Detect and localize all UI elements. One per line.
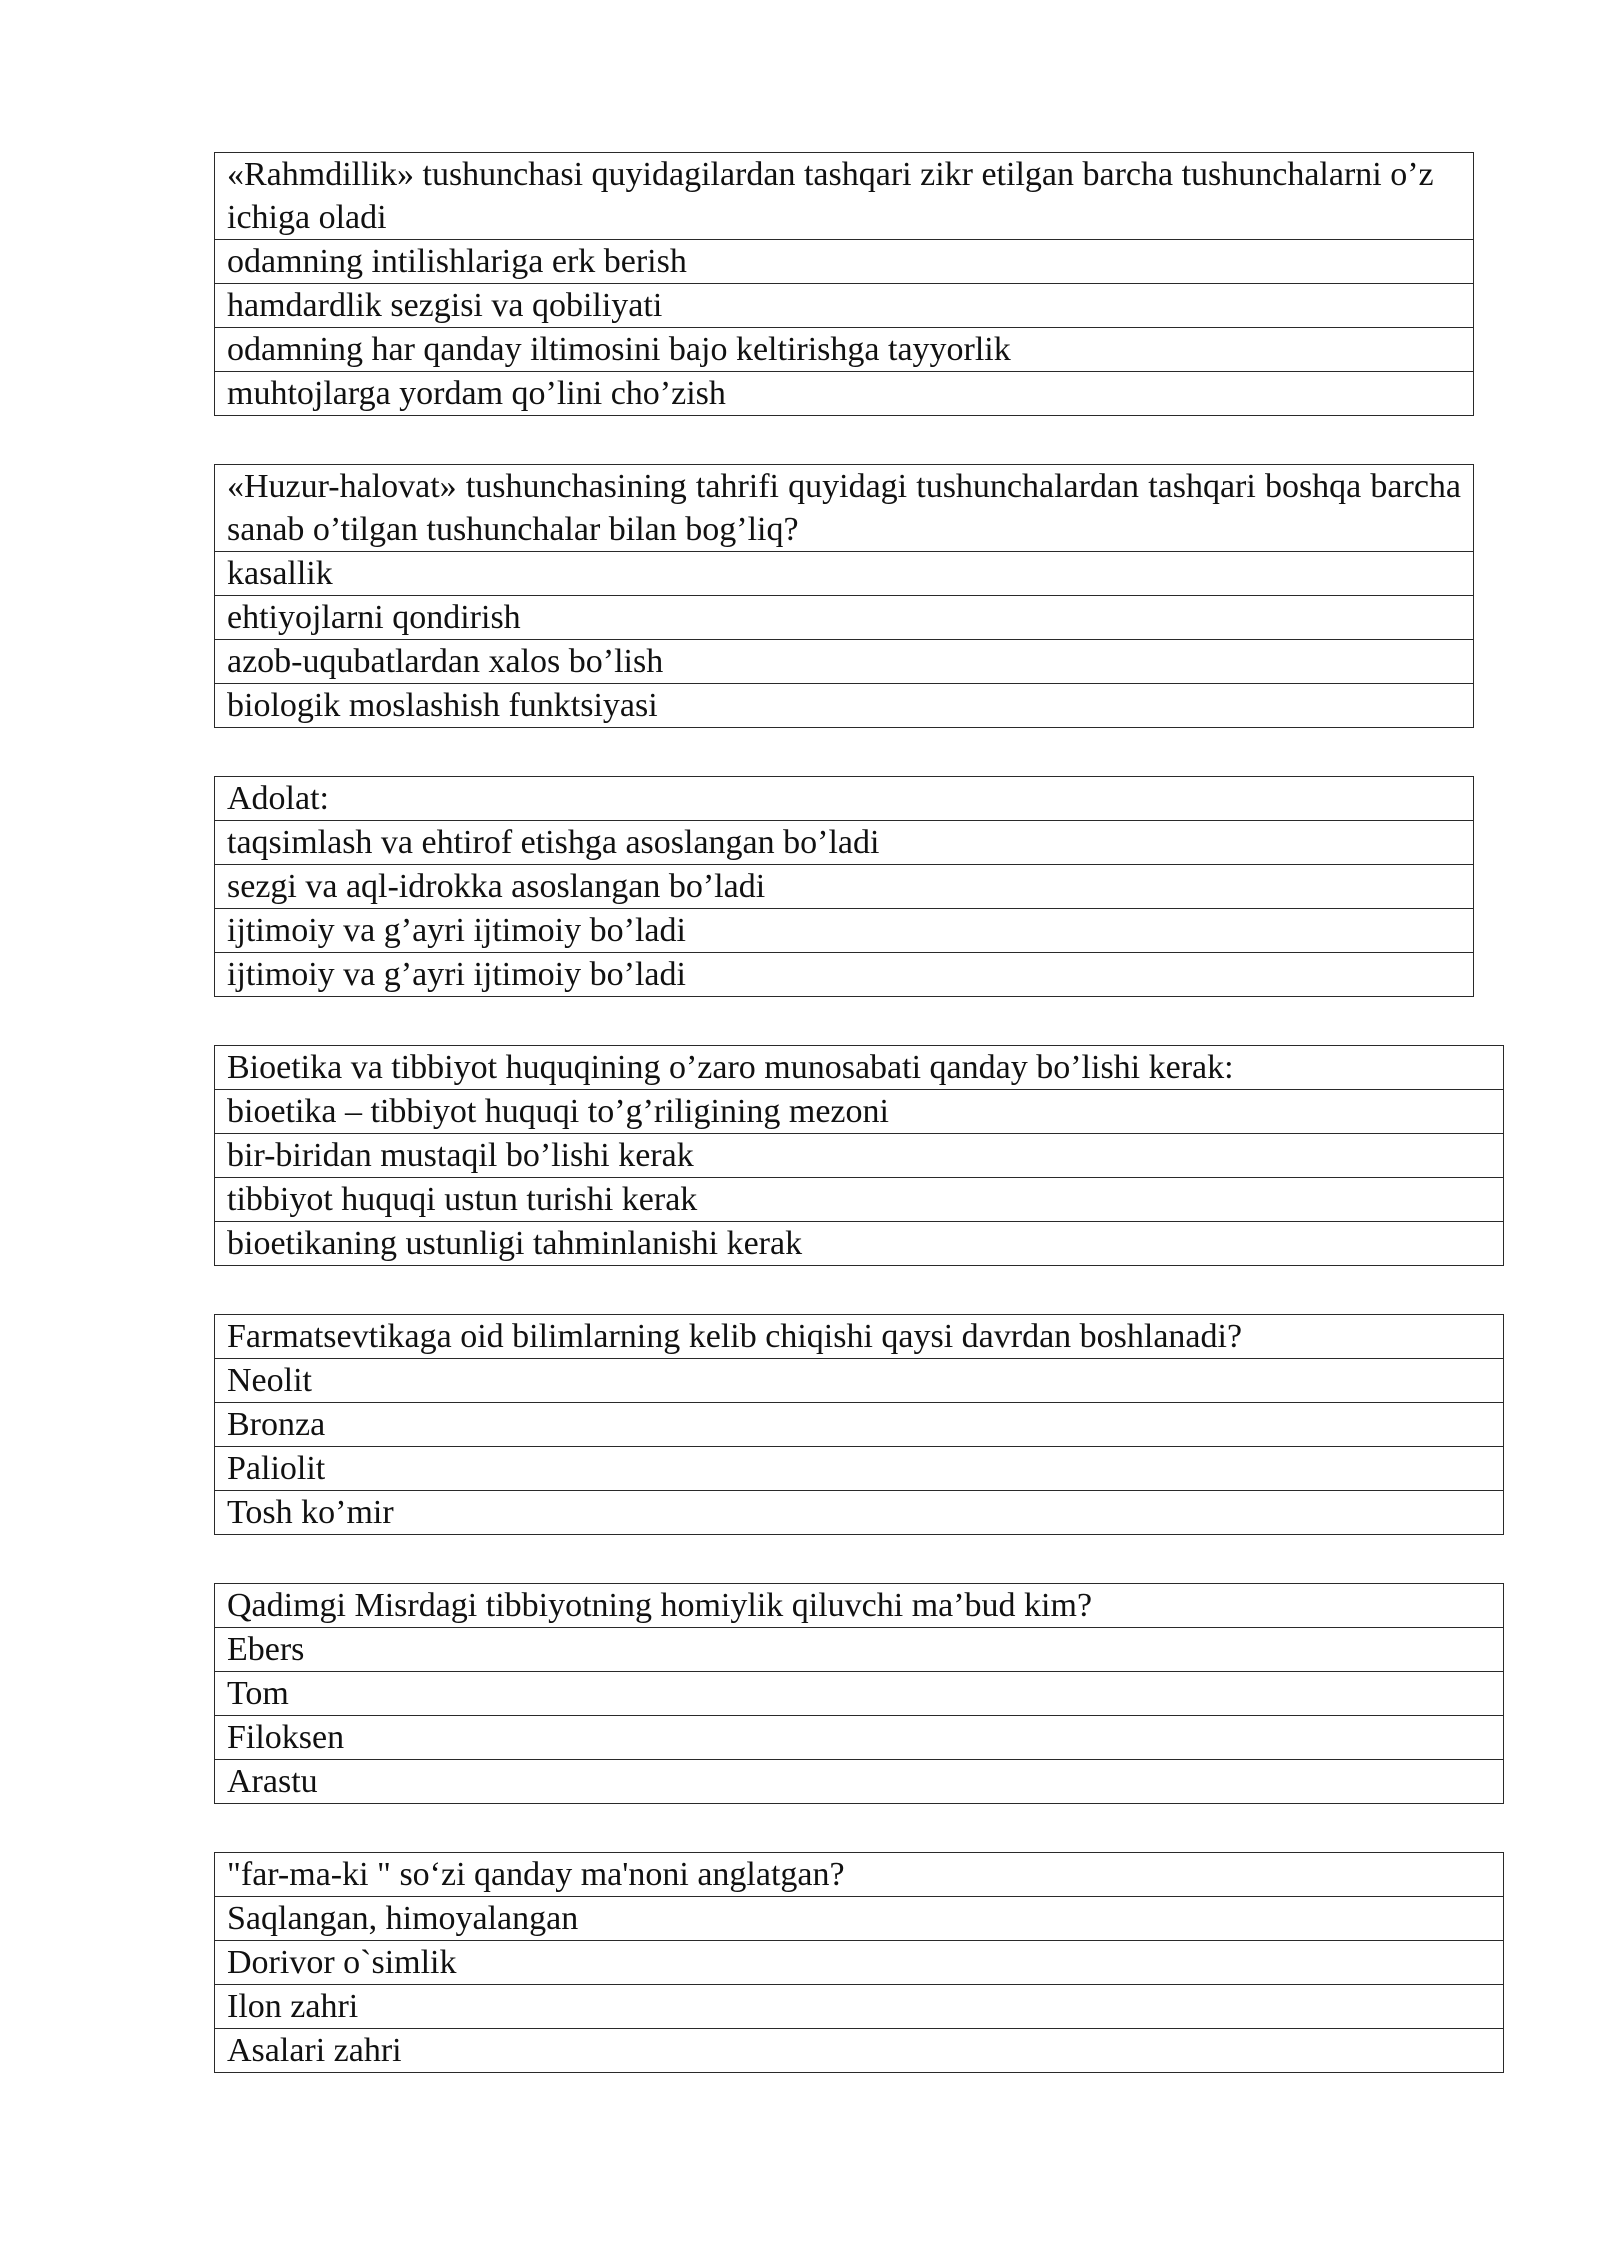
option-text: ehtiyojlarni qondirish bbox=[215, 596, 1474, 640]
question-text: Farmatsevtikaga oid bilimlarning kelib chiqishi qaysi davrdan boshlanadi? bbox=[215, 1315, 1504, 1359]
option-text: biologik moslashish funktsiyasi bbox=[215, 684, 1474, 728]
question-table-7 bbox=[214, 1852, 1504, 2073]
option-row bbox=[215, 1672, 1504, 1716]
option-row bbox=[215, 1491, 1504, 1535]
option-row bbox=[215, 1134, 1504, 1178]
question-table-4 bbox=[214, 1045, 1504, 1266]
option-row bbox=[215, 1716, 1504, 1760]
question-table-5 bbox=[214, 1314, 1504, 1535]
question-text: «Huzur-halovat» tushunchasining tahrifi quyidagi tushunchalardan tashqari boshqa barcha sanab o’tilgan tushunchalar bilan bog’liq? bbox=[215, 465, 1474, 552]
option-text: taqsimlash va ehtirof etishga asoslangan bo’ladi bbox=[215, 821, 1474, 865]
option-text: odamning har qanday iltimosini bajo keltirishga tayyorlik bbox=[215, 328, 1474, 372]
option-text: Saqlangan, himoyalangan bbox=[215, 1897, 1504, 1941]
option-row bbox=[215, 1941, 1504, 1985]
option-text: Dorivor o`simlik bbox=[215, 1941, 1504, 1985]
option-text: bioetika – tibbiyot huquqi to’g’riligining mezoni bbox=[215, 1090, 1504, 1134]
option-text: tibbiyot huquqi ustun turishi kerak bbox=[215, 1178, 1504, 1222]
question-row bbox=[215, 1315, 1504, 1359]
option-row bbox=[215, 1403, 1504, 1447]
option-text: odamning intilishlariga erk berish bbox=[215, 240, 1474, 284]
question-row bbox=[215, 777, 1474, 821]
option-row bbox=[215, 953, 1474, 997]
option-text: hamdardlik sezgisi va qobiliyati bbox=[215, 284, 1474, 328]
option-row bbox=[215, 1178, 1504, 1222]
question-text: Qadimgi Misrdagi tibbiyotning homiylik qiluvchi ma’bud kim? bbox=[215, 1584, 1504, 1628]
option-text: Asalari zahri bbox=[215, 2029, 1504, 2073]
question-table-2 bbox=[214, 464, 1474, 728]
option-text: bioetikaning ustunligi tahminlanishi kerak bbox=[215, 1222, 1504, 1266]
option-row bbox=[215, 1090, 1504, 1134]
option-row bbox=[215, 552, 1474, 596]
option-row bbox=[215, 240, 1474, 284]
option-row bbox=[215, 684, 1474, 728]
option-row bbox=[215, 1897, 1504, 1941]
option-row bbox=[215, 1628, 1504, 1672]
option-row bbox=[215, 865, 1474, 909]
option-text: ijtimoiy va g’ayri ijtimoiy bo’ladi bbox=[215, 953, 1474, 997]
question-text: "far-ma-ki " so‘zi qanday ma'noni anglatgan? bbox=[215, 1853, 1504, 1897]
option-text: bir-biridan mustaqil bo’lishi kerak bbox=[215, 1134, 1504, 1178]
option-row bbox=[215, 1222, 1504, 1266]
option-text: Neolit bbox=[215, 1359, 1504, 1403]
option-text: Filoksen bbox=[215, 1716, 1504, 1760]
question-row bbox=[215, 153, 1474, 240]
option-text: Bronza bbox=[215, 1403, 1504, 1447]
option-text: muhtojlarga yordam qo’lini cho’zish bbox=[215, 372, 1474, 416]
question-row bbox=[215, 465, 1474, 552]
option-row bbox=[215, 1359, 1504, 1403]
option-text: sezgi va aql-idrokka asoslangan bo’ladi bbox=[215, 865, 1474, 909]
option-row bbox=[215, 1760, 1504, 1804]
option-row bbox=[215, 284, 1474, 328]
option-text: Arastu bbox=[215, 1760, 1504, 1804]
option-row bbox=[215, 1985, 1504, 2029]
option-text: azob-uqubatlardan xalos bo’lish bbox=[215, 640, 1474, 684]
option-row bbox=[215, 909, 1474, 953]
option-row bbox=[215, 640, 1474, 684]
option-row bbox=[215, 596, 1474, 640]
option-row bbox=[215, 2029, 1504, 2073]
option-row bbox=[215, 1447, 1504, 1491]
option-row bbox=[215, 328, 1474, 372]
question-table-3 bbox=[214, 776, 1474, 997]
question-text: «Rahmdillik» tushunchasi quyidagilardan tashqari zikr etilgan barcha tushunchalarni o’z ichiga oladi bbox=[215, 153, 1474, 240]
option-text: Ilon zahri bbox=[215, 1985, 1504, 2029]
question-row bbox=[215, 1853, 1504, 1897]
option-text: kasallik bbox=[215, 552, 1474, 596]
option-text: Tosh ko’mir bbox=[215, 1491, 1504, 1535]
option-row bbox=[215, 372, 1474, 416]
option-text: Paliolit bbox=[215, 1447, 1504, 1491]
question-table-6 bbox=[214, 1583, 1504, 1804]
question-text: Bioetika va tibbiyot huquqining o’zaro munosabati qanday bo’lishi kerak: bbox=[215, 1046, 1504, 1090]
question-table-1 bbox=[214, 152, 1474, 416]
question-text: Adolat: bbox=[215, 777, 1474, 821]
option-row bbox=[215, 821, 1474, 865]
question-row bbox=[215, 1584, 1504, 1628]
option-text: Tom bbox=[215, 1672, 1504, 1716]
option-text: ijtimoiy va g’ayri ijtimoiy bo’ladi bbox=[215, 909, 1474, 953]
option-text: Ebers bbox=[215, 1628, 1504, 1672]
question-row bbox=[215, 1046, 1504, 1090]
